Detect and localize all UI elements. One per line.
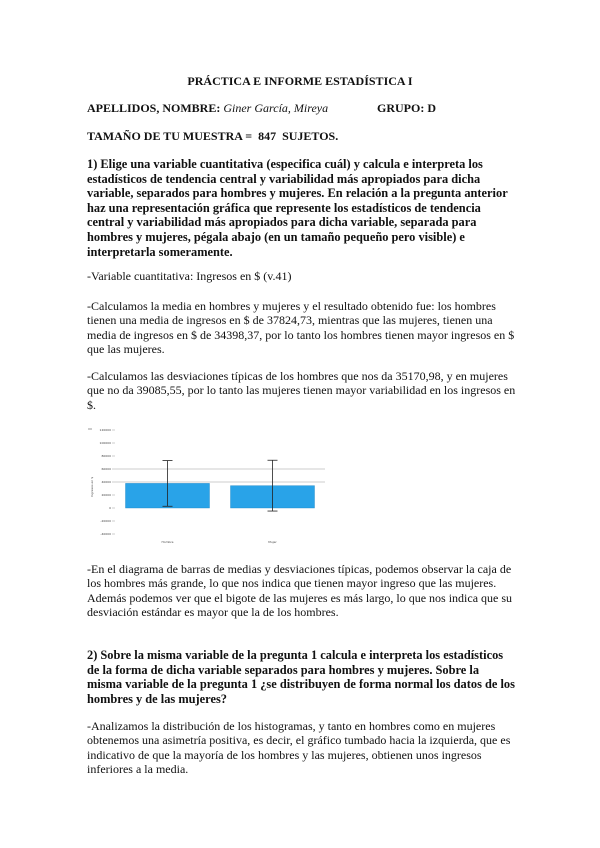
chart-y-tick-label: -40000: [100, 532, 111, 536]
sample-label: TAMAÑO DE TU MUESTRA =: [87, 129, 253, 143]
q1-variable: -Variable cuantitativa: Ingresos en $ (v.41): [87, 269, 292, 283]
chart-y-tick-label: 100000: [99, 441, 111, 445]
chart-y-tick-label: 60000: [101, 467, 111, 471]
q1-means-paragraph: -Calculamos la media en hombres y mujeres y el resultado obtenido fue: los hombres tienen una media de ingresos en $ de 37824,73, mientras que las mujeres, tienen una media de ingresos en $ de 34398,37, por lo tanto los hombres tienen mayor ingresos en $ que las mujeres.: [87, 299, 515, 357]
name-line: [87, 101, 517, 115]
sample-unit: SUJETOS.: [282, 129, 339, 143]
q1-chart-paragraph: -En el diagrama de barras de medias y desviaciones típicas, podemos observar la caja de los hombres más grande, lo que nos indica que tienen mayor ingreso que las mujeres. Además podemos ver que el bigote de las mujeres es más largo, lo que nos indica que su desviación estándar es mayor que la de los hombres.: [87, 562, 513, 620]
sample-value: 847: [258, 129, 277, 143]
chart-y-tick-label: 80000: [101, 454, 111, 458]
means-sd-chart: [87, 427, 332, 549]
chart-category-label: Hombre: [161, 540, 174, 544]
question-1: 1) Elige una variable cuantitativa (especifica cuál) y calcula e interpreta los estadísticos de tendencia central y variabilidad más apropiados para dicha variable, separados para hombres y mujeres. En relación a la pregunta anterior haz una representación gráfica que represente los estadísticos de tendencia central y variabilidad más apropiados para dicha variable, separada para hombres y mujeres, pégala abajo (en un tamaño pequeño pero visible) e interpretarla someramente.: [87, 157, 508, 259]
question-2: 2) Sobre la misma variable de la pregunta 1 calcula e interpreta los estadísticos de la forma de dicha variable separados para hombres y mujeres. Sobre la misma variable de la pregunta 1 ¿se distribuyen de forma normal los datos de los hombres y de las mujeres?: [87, 648, 515, 706]
chart-svg: [87, 427, 332, 549]
group-label: GRUPO: D: [377, 101, 436, 115]
name-value: Giner García, Mireya: [223, 101, 329, 115]
chart-category-label: Mujer: [268, 540, 277, 544]
name-label: APELLIDOS, NOMBRE:: [87, 101, 221, 115]
chart-y-tick-label: -20000: [100, 519, 111, 523]
chart-y-tick-label: 40000: [101, 480, 111, 484]
chart-corner-mark: [88, 428, 92, 430]
chart-y-axis-label: Ingresos en $: [90, 476, 94, 498]
chart-y-tick-label: 120000: [99, 428, 111, 432]
chart-y-tick-label: 0: [109, 506, 111, 510]
chart-y-tick-label: 20000: [101, 493, 111, 497]
sample-line: [87, 129, 517, 143]
q2-histogram-paragraph: -Analizamos la distribución de los histogramas, y tanto en hombres como en mujeres obtenemos una asimetría positiva, es decir, el gráfico tumbado hacia la izquierda, que es indicativo de que la mayoría de los hombres y las mujeres, obtienen unos ingresos inferiores a la media.: [87, 719, 511, 777]
q1-sd-paragraph: -Calculamos las desviaciones típicas de los hombres que nos da 35170,98, y en mujeres que no da 39085,55, por lo tanto las mujeres tienen mayor variabilidad en los ingresos en $.: [87, 369, 516, 412]
document-title: PRÁCTICA E INFORME ESTADÍSTICA I: [187, 74, 413, 88]
